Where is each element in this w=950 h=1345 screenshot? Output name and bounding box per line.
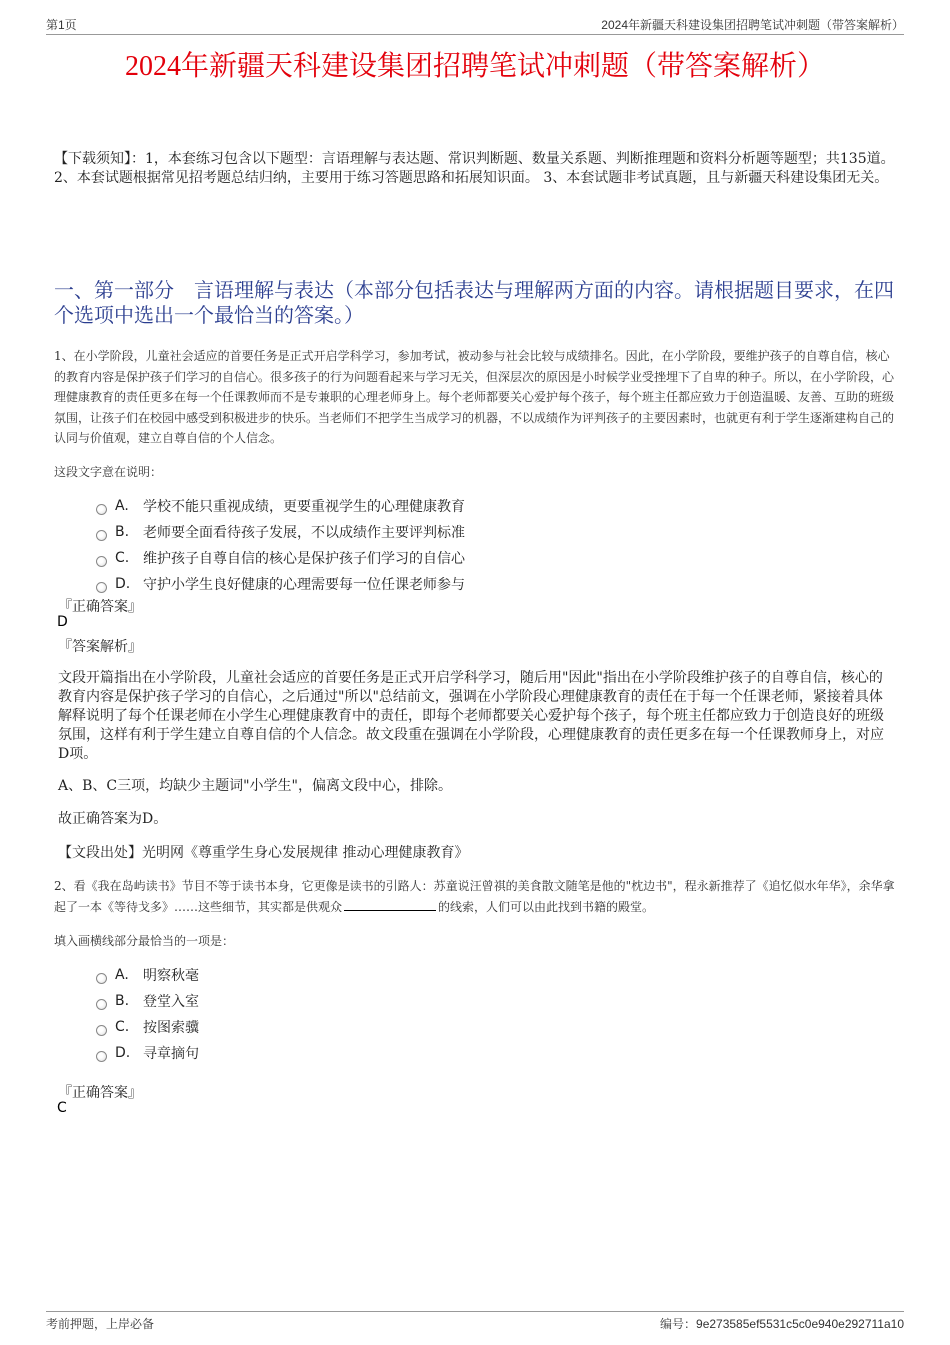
stem-after-blank: 的线索，人们可以由此找到书籍的殿堂。 [438, 899, 655, 914]
document-title: 2024年新疆天科建设集团招聘笔试冲刺题（带答案解析） [124, 51, 825, 82]
correct-answer: C [57, 1100, 67, 1116]
page-number: 第1页 [46, 18, 77, 32]
stem-before-blank: 2、看《我在岛屿读书》节目不等于读书本身，它更像是读书的引路人：苏童说汪曾祺的美食散文随笔是他的"枕边书"，程永新推荐了《追忆似水年华》，余华拿起了一本《等待戈多》……这些细节，其实都是供观众 [54, 879, 895, 914]
question-1-prompt: 这段文字意在说明： [54, 465, 163, 479]
radio-button[interactable] [96, 504, 107, 515]
radio-button[interactable] [96, 999, 107, 1010]
correct-answer: D [57, 614, 68, 630]
answer-analysis: 文段开篇指出在小学阶段，儿童社会适应的首要任务是正式开启学科学习，随后用"因此"指出在小学阶段维护孩子的自尊自信，核心的教育内容是保护孩子学习的自信心，之后通过"所以"总结前文，强调在小学阶段心理健康教育的责任在于每一个任课老师，紧接着具体解释说明了每个任课老师在小学生心理健康教育中的责任，即每个老师都要关心爱护每个孩子，每个班主任都应致力于创造良好的班级氛围，这样有利于学生建立自尊自信的个人信念。故文段重在强调在小学阶段，心理健康教育的责任更多在每一个任课教师身上，对应D项。 [58, 670, 884, 762]
page-footer [46, 1311, 904, 1332]
option-letter: A. [115, 967, 129, 983]
option-b[interactable] [96, 519, 465, 545]
question-1-options [96, 493, 465, 597]
section-title: 一、第一部分 言语理解与表达（本部分包括表达与理解两方面的内容。请根据题目要求，在四个选项中选出一个最恰当的答案。） [54, 278, 894, 327]
option-letter: A. [115, 498, 129, 514]
question-2-prompt: 填入画横线部分最恰当的一项是： [54, 934, 235, 948]
correct-answer-label: 『正确答案』 [58, 1085, 142, 1101]
option-letter: B. [115, 524, 130, 540]
question-1-stem: 1、在小学阶段，儿童社会适应的首要任务是正式开启学科学习，参加考试，被动参与社会比较与成绩排名。因此，在小学阶段，要维护孩子的自尊自信，核心的教育内容是保护孩子们学习的自信心。很多孩子的行为问题看起来与学习无关，但深层次的原因是小时候学业受挫埋下了自卑的种子。所以，在小学阶段，心理健康教育的责任更多在每一个任课教师而不是专兼职的心理老师身上。每个老师都要关心爱护每个孩子，每个班主任都应致力于创造温暖、友善、互助的班级氛围，让孩子们在校园中感受到积极进步的快乐。当老师们不把学生当成学习的机器，不以成绩作为评判孩子的主要因素时，也就更有利于学生逐渐建构自己的认同与价值观，建立自尊自信的个人信念。 [54, 349, 895, 445]
option-text: 守护小学生良好健康的心理需要每一位任课老师参与 [143, 577, 465, 593]
option-letter: D. [115, 576, 131, 592]
correct-answer-label: 『正确答案』 [58, 599, 142, 615]
option-text: 寻章摘句 [143, 1046, 199, 1062]
option-text: 老师要全面看待孩子发展，不以成绩作主要评判标准 [143, 525, 465, 541]
question-2-stem [54, 876, 899, 917]
answer-exclusion: A、B、C三项，均缺少主题词"小学生"，偏离文段中心，排除。 [58, 778, 452, 794]
option-a[interactable] [96, 962, 199, 988]
option-letter: B. [115, 993, 130, 1009]
option-letter: C. [115, 550, 130, 566]
radio-button[interactable] [96, 582, 107, 593]
option-text: 学校不能只重视成绩，更要重视学生的心理健康教育 [143, 499, 465, 515]
page-header [46, 14, 904, 35]
option-c[interactable] [96, 1014, 199, 1040]
code-label: 编号： [660, 1317, 697, 1331]
radio-button[interactable] [96, 556, 107, 567]
option-text: 登堂入室 [143, 994, 199, 1010]
fill-blank [344, 900, 436, 911]
option-b[interactable] [96, 988, 199, 1014]
document-code [660, 1315, 904, 1332]
header-doc-title: 2024年新疆天科建设集团招聘笔试冲刺题（带答案解析） [601, 18, 904, 32]
download-notice: 【下载须知】：1，本套练习包含以下题型：言语理解与表达题、常识判断题、数量关系题、判断推理题和资料分析题等题型；共135道。 2、本套试题根据常见招考题总结归纳，主要用于练习答题思路和拓展知识面。 3、本套试题非考试真题，且与新疆天科建设集团无关。 [54, 151, 895, 186]
code-value: 9e273585ef5531c5c0e940e292711a10 [696, 1317, 904, 1331]
option-c[interactable] [96, 545, 465, 571]
answer-conclusion: 故正确答案为D。 [58, 811, 168, 827]
option-text: 维护孩子自尊自信的核心是保护孩子们学习的自信心 [143, 551, 465, 567]
option-d[interactable] [96, 1040, 199, 1066]
option-text: 按图索骥 [143, 1020, 199, 1036]
option-letter: C. [115, 1019, 130, 1035]
radio-button[interactable] [96, 973, 107, 984]
question-2-options [96, 962, 199, 1066]
passage-source: 【文段出处】光明网《尊重学生身心发展规律 推动心理健康教育》 [58, 845, 469, 861]
option-a[interactable] [96, 493, 465, 519]
radio-button[interactable] [96, 1025, 107, 1036]
analysis-label: 『答案解析』 [58, 639, 142, 655]
option-letter: D. [115, 1045, 131, 1061]
radio-button[interactable] [96, 530, 107, 541]
footer-slogan: 考前押题，上岸必备 [46, 1317, 155, 1331]
option-d[interactable] [96, 571, 465, 597]
radio-button[interactable] [96, 1051, 107, 1062]
option-text: 明察秋毫 [143, 968, 199, 984]
